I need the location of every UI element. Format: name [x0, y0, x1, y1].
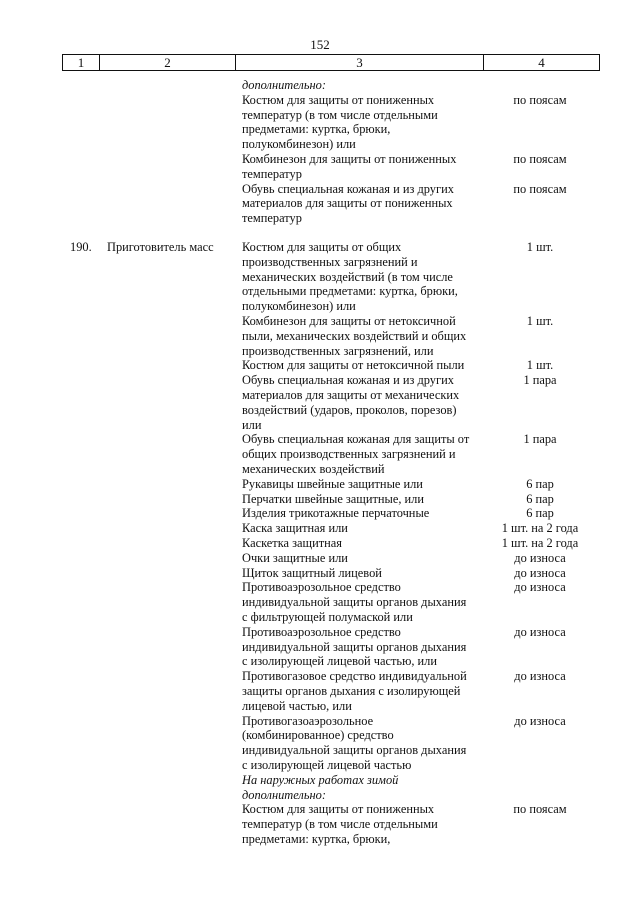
text-line: [0, 832, 640, 847]
text-line: [0, 669, 640, 684]
ppe-item-text: Очки защитные или: [242, 550, 348, 565]
column-header-4: 4: [484, 55, 600, 71]
text-line: [0, 240, 640, 255]
text-line: [0, 344, 640, 359]
ppe-item-text: Противогазоаэрозольное: [242, 713, 374, 728]
ppe-item-text: Обувь специальная кожаная и из других: [242, 373, 454, 388]
text-line: [0, 728, 640, 743]
ppe-item-text: температур: [242, 166, 302, 181]
text-line: [0, 299, 640, 314]
ppe-item-text: отдельными предметами: куртка, брюки,: [242, 284, 458, 299]
ppe-item-text: Комбинезон для защиты от нетоксичной: [242, 314, 456, 328]
ppe-item-text: производственных загрязнений и: [242, 254, 418, 269]
text-line: [0, 462, 640, 477]
text-line: [0, 580, 640, 595]
ppe-item-text: Изделия трикотажные перчаточные: [242, 506, 430, 521]
text-line: [0, 314, 640, 329]
issue-norm: 6 пар: [526, 491, 554, 506]
column-header-2: 2: [100, 55, 236, 71]
ppe-item-text: дополнительно:: [242, 78, 326, 92]
text-line: [0, 211, 640, 226]
text-line: [0, 403, 640, 418]
ppe-item-text: Каска защитная или: [242, 521, 348, 536]
issue-norm: до износа: [514, 624, 566, 639]
text-line: [0, 788, 640, 803]
text-line: [0, 714, 640, 729]
column-header-table: [62, 54, 600, 71]
issue-norm: по поясам: [513, 181, 567, 196]
ppe-item-text: Комбинезон для защиты от пониженных: [242, 152, 457, 166]
text-line: [0, 684, 640, 699]
text-line: [0, 108, 640, 123]
ppe-item-text: материалов для защиты от пониженных: [242, 196, 453, 211]
text-line: [0, 152, 640, 167]
text-line: [0, 270, 640, 285]
ppe-item-text: Рукавицы швейные защитные или: [242, 476, 423, 491]
issue-norm: 1 шт.: [526, 358, 554, 373]
text-line: [0, 595, 640, 610]
text-line: [0, 284, 640, 299]
profession-name: Приготовитель масс: [107, 240, 214, 254]
text-line: [0, 817, 640, 832]
issue-norm: до износа: [514, 713, 566, 728]
ppe-item-text: Противоаэрозольное средство: [242, 624, 401, 639]
ppe-item-text: индивидуальной защиты органов дыхания: [242, 743, 467, 758]
text-line: [0, 447, 640, 462]
ppe-item-text: полукомбинезон) или: [242, 137, 356, 152]
ppe-item-text: Щиток защитный лицевой: [242, 565, 382, 580]
issue-norm: до износа: [514, 550, 566, 565]
text-line: [0, 640, 640, 655]
ppe-item-text: Костюм для защиты от общих: [242, 240, 402, 254]
ppe-item-text: температур (в том числе отдельными: [242, 107, 438, 122]
ppe-item-text: температур: [242, 211, 302, 226]
ppe-item-text: индивидуальной защиты органов дыхания: [242, 595, 467, 610]
text-line: [0, 432, 640, 447]
ppe-item-text: защиты органов дыхания с изолирующей: [242, 684, 461, 698]
issue-norm: 6 пар: [526, 476, 554, 491]
ppe-item-text: Перчатки швейные защитные, или: [242, 491, 424, 506]
text-line: [0, 78, 640, 93]
text-line: [0, 255, 640, 270]
text-line: [0, 329, 640, 344]
ppe-item-text: (комбинированное) средство: [242, 728, 394, 743]
ppe-item-text: Обувь специальная кожаная для защиты от: [242, 432, 470, 447]
issue-norm: по поясам: [513, 802, 567, 817]
text-line: [0, 566, 640, 581]
text-line: [0, 758, 640, 773]
ppe-item-text: или: [242, 417, 262, 432]
ppe-item-text: предметами: куртка, брюки,: [242, 832, 391, 846]
text-line: [0, 122, 640, 137]
ppe-item-text: с фильтрующей полумаской или: [242, 610, 413, 624]
issue-norm: 6 пар: [526, 506, 554, 521]
text-line: [0, 506, 640, 521]
text-line: [0, 182, 640, 197]
text-line: [0, 93, 640, 108]
ppe-item-text: полукомбинезон) или: [242, 299, 356, 314]
text-line: [0, 610, 640, 625]
issue-norm: по поясам: [513, 92, 567, 107]
issue-norm: 1 пара: [523, 373, 557, 388]
ppe-item-text: воздействий (ударов, проколов, порезов): [242, 402, 457, 417]
ppe-item-text: предметами: куртка, брюки,: [242, 122, 391, 137]
text-line: [0, 521, 640, 536]
page-number: 152: [310, 37, 330, 52]
ppe-item-text: Каскетка защитная: [242, 536, 342, 550]
ppe-item-text: материалов для защиты от механических: [242, 388, 460, 402]
issue-norm: 1 шт. на 2 года: [501, 521, 579, 536]
text-line: [0, 373, 640, 388]
ppe-item-text: с изолирующей лицевой частью: [242, 758, 412, 772]
text-line: [0, 536, 640, 551]
ppe-item-text: Обувь специальная кожаная и из других: [242, 181, 454, 196]
ppe-item-text: механических воздействий: [242, 462, 385, 476]
ppe-item-text: Костюм для защиты от пониженных: [242, 92, 435, 107]
ppe-item-text: дополнительно:: [242, 787, 326, 802]
text-line: [0, 418, 640, 433]
ppe-item-text: лицевой частью, или: [242, 698, 352, 713]
issue-norm: 1 шт.: [526, 240, 554, 254]
text-line: [0, 167, 640, 182]
ppe-item-text: Костюм для защиты от пониженных: [242, 802, 435, 817]
text-line: [0, 388, 640, 403]
text-line: [0, 743, 640, 758]
ppe-item-text: Противоаэрозольное средство: [242, 580, 401, 595]
text-line: [0, 773, 640, 788]
ppe-item-text: индивидуальной защиты органов дыхания: [242, 639, 467, 654]
issue-norm: 1 пара: [523, 432, 557, 447]
ppe-item-text: производственных загрязнений, или: [242, 343, 434, 358]
column-header-1: 1: [63, 55, 100, 71]
column-header-3: 3: [236, 55, 484, 71]
issue-norm: 1 шт. на 2 года: [501, 536, 579, 550]
ppe-item-text: общих производственных загрязнений и: [242, 447, 456, 462]
issue-norm: до износа: [514, 565, 566, 580]
issue-norm: до износа: [514, 669, 566, 684]
ppe-item-text: Костюм для защиты от нетоксичной пыли: [242, 358, 465, 373]
text-line: [0, 196, 640, 211]
ppe-item-text: На наружных работах зимой: [242, 772, 399, 787]
ppe-item-text: Противогазовое средство индивидуальной: [242, 669, 467, 684]
text-line: [0, 625, 640, 640]
ppe-item-text: механических воздействий (в том числе: [242, 269, 453, 284]
text-line: [0, 551, 640, 566]
ppe-item-text: температур (в том числе отдельными: [242, 817, 438, 832]
text-line: [0, 699, 640, 714]
issue-norm: по поясам: [513, 152, 567, 166]
text-line: [0, 492, 640, 507]
ppe-item-text: пыли, механических воздействий и общих: [242, 328, 467, 343]
issue-norm: до износа: [514, 580, 566, 595]
issue-norm: 1 шт.: [526, 314, 554, 328]
text-line: [0, 802, 640, 817]
row-number: 190.: [70, 240, 92, 254]
text-line: [0, 477, 640, 492]
text-line: [0, 137, 640, 152]
text-line: [0, 358, 640, 373]
text-line: [0, 654, 640, 669]
ppe-item-text: с изолирующей лицевой частью, или: [242, 654, 437, 669]
